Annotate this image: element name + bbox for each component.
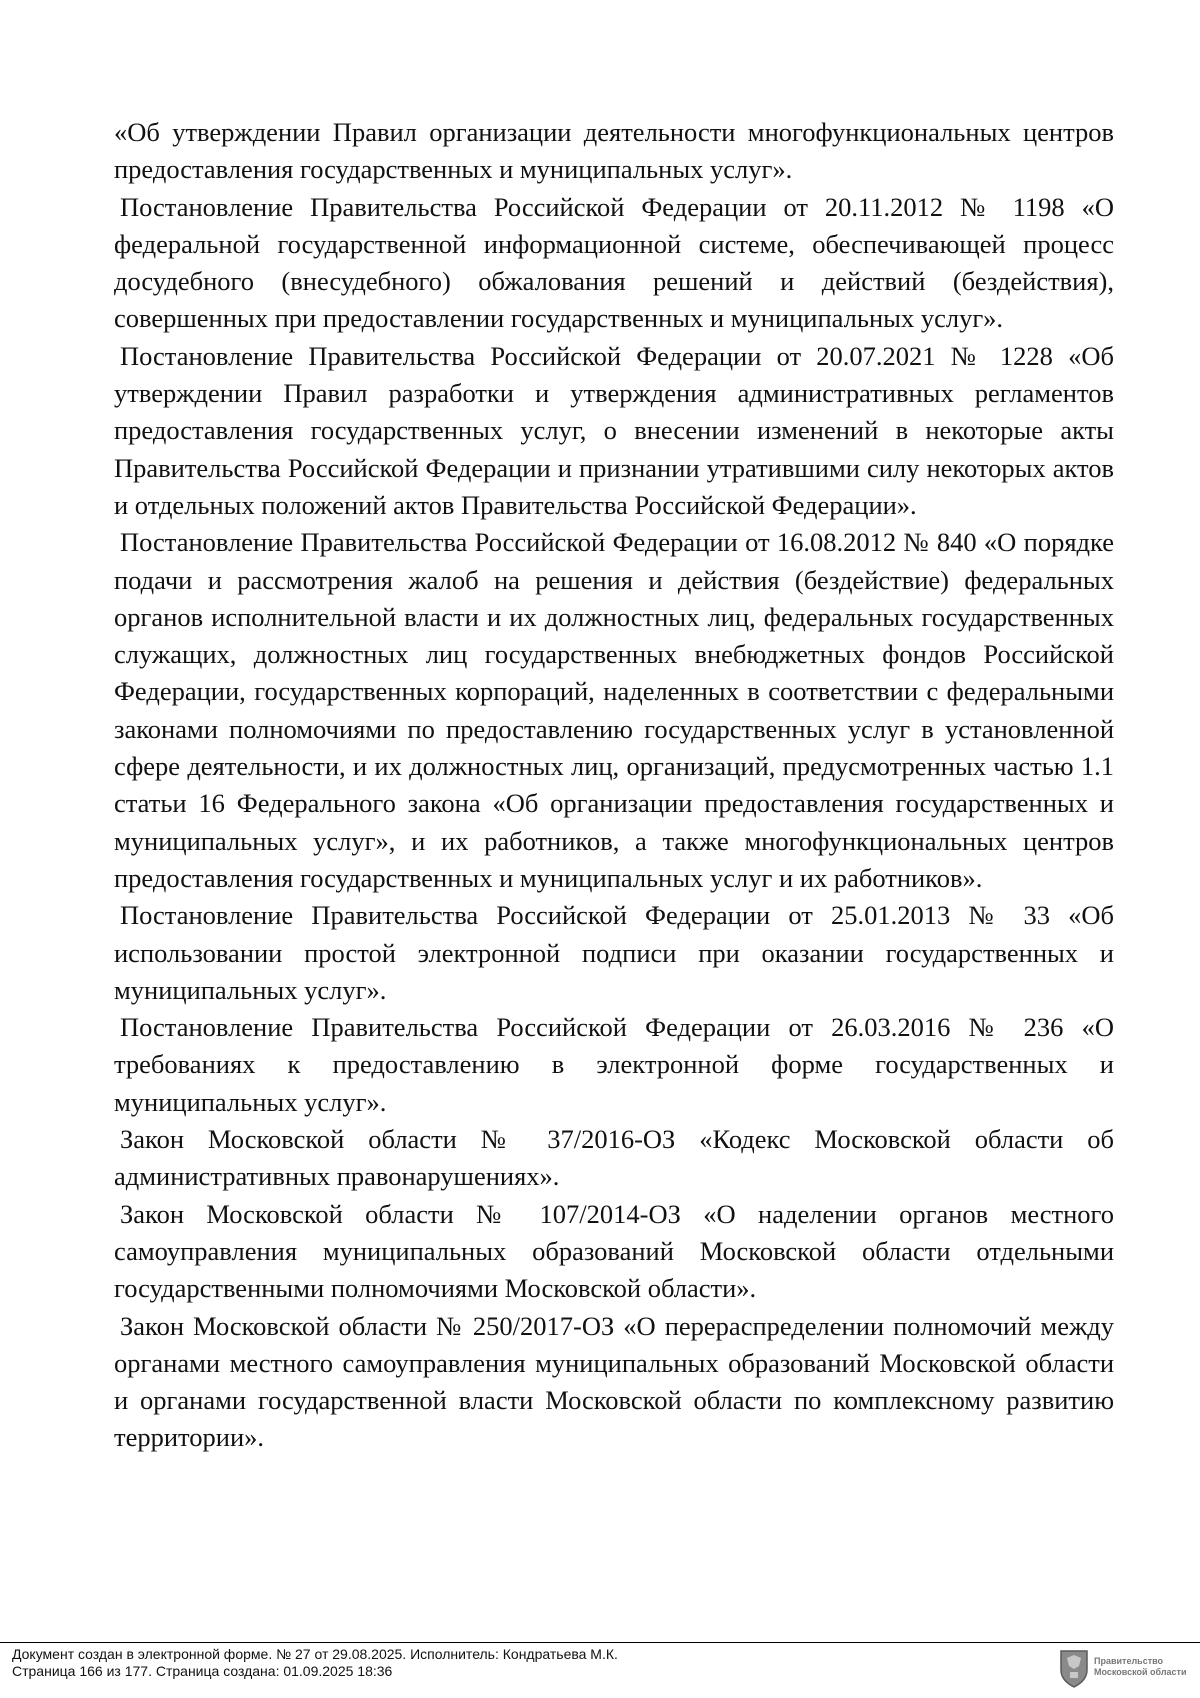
- paragraph-9: Закон Московской области № 250/2017-ОЗ «О перераспределении полномочий между органами местного самоуправления муниципальных образований Московской области и органами государственной власти Московской области по комплексному развитию территории».: [114, 1310, 1114, 1453]
- paragraph-1: «Об утверждении Правил организации деятельности многофункциональных центров предоставления государственных и муниципальных услуг».: [114, 117, 1114, 185]
- paragraph-8: Закон Московской области № 107/2014-ОЗ «О наделении органов местного самоуправления муниципальных образований Московской области отдельными государственными полномочиями Московской области».: [114, 1198, 1114, 1304]
- document-footer: [12, 1646, 1012, 1680]
- logo-caption-line-1: Правительство: [1094, 1656, 1164, 1666]
- coat-of-arms-icon: [1058, 1648, 1090, 1688]
- paragraph-7: Закон Московской области № 37/2016-ОЗ «Кодекс Московской области об административных правонарушениях».: [114, 1124, 1114, 1192]
- paragraph-6: Постановление Правительства Российской Федерации от 26.03.2016 № 236 «О требованиях к предоставлению в электронной форме государственных и муниципальных услуг».: [114, 1012, 1114, 1117]
- paragraph-5: Постановление Правительства Российской Федерации от 25.01.2013 № 33 «Об использовании простой электронной подписи при оказании государственных и муниципальных услуг».: [114, 900, 1114, 1005]
- logo-caption: [1094, 1656, 1194, 1678]
- paragraph-4: Постановление Правительства Российской Федерации от 16.08.2012 № 840 «О порядке подачи и рассмотрения жалоб на решения и действия (бездействие) федеральных органов исполнительной власти и их должностных лиц, федеральных государственных служащих, должностных лиц государственных внебюджетных фондов Российской Федерации, государственных корпораций, наделенных в соответствии с федеральными законами полномочиями по предоставлению государственных услуг в установленной сфере деятельности, и их должностных лиц, организаций, предусмотренных частью 1.1 статьи 16 Федерального закона «Об организации предоставления государственных и муниципальных услуг», и их работников, а также многофункциональных центров предоставления государственных и муниципальных услуг и их работников».: [114, 527, 1114, 893]
- footer-creation-info: Документ создан в электронной форме. № 27 от 29.08.2025. Исполнитель: Кондратьева М.К.: [12, 1646, 618, 1662]
- paragraph-3: Постановление Правительства Российской Федерации от 20.07.2021 № 1228 «Об утверждении Правил разработки и утверждения административных регламентов предоставления государственных услуг, о внесении изменений в некоторые акты Правительства Российской Федерации и признании утратившими силу некоторых актов и отдельных положений актов Правительства Российской Федерации».: [114, 340, 1114, 520]
- footer-page-info: Страница 166 из 177. Страница создана: 01.09.2025 18:36: [12, 1663, 393, 1679]
- document-body: [114, 114, 1114, 1457]
- footer-divider: [0, 1642, 1200, 1643]
- paragraph-2: Постановление Правительства Российской Федерации от 20.11.2012 № 1198 «О федеральной государственной информационной системе, обеспечивающей процесс досудебного (внесудебного) обжалования решений и действий (бездействия), совершенных при предоставлении государственных и муниципальных услуг».: [114, 191, 1114, 334]
- government-logo: [1058, 1648, 1198, 1692]
- logo-caption-line-2: Московской области: [1094, 1667, 1187, 1677]
